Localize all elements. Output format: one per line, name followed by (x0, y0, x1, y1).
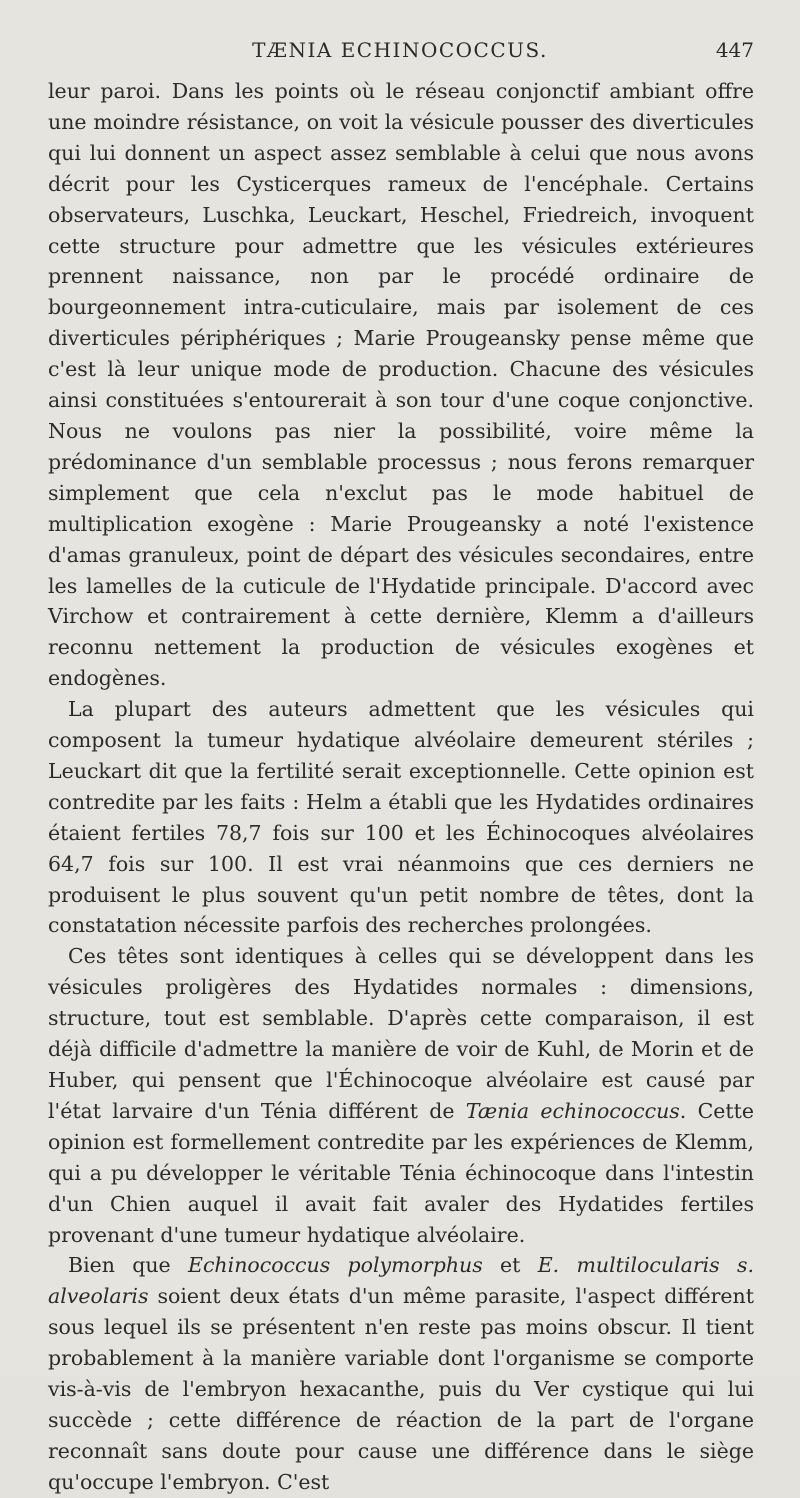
paragraph-text: leur paroi. Dans les points où le réseau conjonctif ambiant offre une moindre résistance, on voit la vésicule pousser des diverticules qui lui donnent un aspect assez semblable à celui que nous avons décrit pour les Cysticerques rameux de l'encéphale. Certains observateurs, Luschka, Leuckart, Heschel, Friedreich, invoquent cette structure pour admettre que les vésicules extérieures prennent naissance, non par le procédé ordinaire de bourgeonnement intra-cuticulaire, mais par isolement de ces diverticules périphériques ; Marie Prougeansky pense même que c'est là leur unique mode de production. Chacune des vésicules ainsi constituées s'entourerait à son tour d'une coque conjonctive. Nous ne voulons pas nier la possibilité, voire même la prédominance d'un semblable processus ; nous ferons remarquer simplement que cela n'exclut pas le mode habituel de multiplication exogène : Marie Prougeansky a noté l'existence d'amas granuleux, point de départ des vésicules secondaires, entre les lamelles de la cuticule de l'Hydatide principale. D'accord avec Virchow et contrairement à cette dernière, Klemm a d'ailleurs reconnu nettement la production de vésicules exogènes et endogènes. (48, 79, 754, 691)
species-name-italic: Echinococcus polymorphus (187, 1253, 483, 1278)
running-title: TÆNIA ECHINOCOCCUS. (252, 38, 548, 62)
page-header (0, 38, 800, 68)
paragraph-text: Ces têtes sont identiques à celles qui se développent dans les vésicules proligères des Hydatides normales : dimensions, structure, tout est semblable. D'après cette comparaison, il est déjà difficile d'admettre la manière de voir de Kuhl, de Morin et de Huber, qui pensent que l'Échinocoque alvéolaire est causé par l'état larvaire d'un Ténia différent de (48, 944, 754, 1123)
species-name-italic: Tænia echinococcus (465, 1098, 680, 1123)
page-number: 447 (715, 38, 754, 62)
paragraph-4 (48, 1250, 754, 1497)
paragraph-1 (48, 76, 754, 694)
paragraph-2 (48, 694, 754, 941)
paragraph-text: Bien que (68, 1253, 188, 1278)
paragraph-text: . Cette opinion est formellement contredite par les expériences de Klemm, qui a pu développer le véritable Ténia échinocoque dans l'intestin d'un Chien auquel il avait fait avaler des Hydatides fertiles provenant d'une tumeur hydatique alvéolaire. (48, 1098, 754, 1247)
body-text (48, 76, 754, 1498)
paragraph-text: soient deux états d'un même parasite, l'aspect différent sous lequel ils se présentent n'en reste pas moins obscur. Il tient probablement à la manière variable dont l'organisme se comporte vis-à-vis de l'embryon hexacanthe, puis du Ver cystique qui lui succède ; cette différence de réaction de la part de l'organe reconnaît sans doute pour cause une différence dans le siège qu'occupe l'embryon. C'est (48, 1284, 754, 1494)
species-name-italic: E. multilocularis s. alveolaris (48, 1253, 755, 1309)
paragraph-3 (48, 941, 754, 1250)
paragraph-text: La plupart des auteurs admettent que les vésicules qui composent la tumeur hydatique alvéolaire demeurent stériles ; Leuckart dit que la fertilité serait exceptionnelle. Cette opinion est contredite par les faits : Helm a établi que les Hydatides ordinaires étaient fertiles 78,7 fois sur 100 et les Échinocoques alvéolaires 64,7 fois sur 100. Il est vrai néanmoins que ces derniers ne produisent le plus souvent qu'un petit nombre de têtes, dont la constatation nécessite parfois des recherches prolongées. (48, 697, 754, 938)
paragraph-text: et (482, 1253, 538, 1278)
